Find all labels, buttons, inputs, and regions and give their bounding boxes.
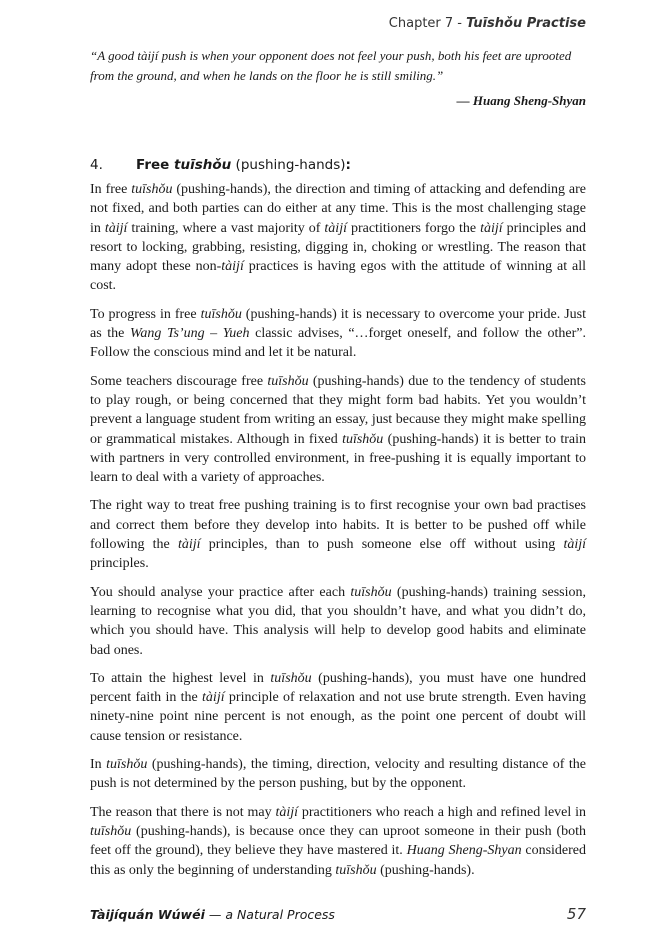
- paragraph-text: (pushing-hands), the direction and timing of attacking and defending are not fixed, and both parties can do either at any time. This is the most challenging stage in: [90, 182, 586, 236]
- paragraph-text: Some teachers discourage free: [90, 373, 268, 389]
- section-title-rest: (pushing-hands): [231, 157, 346, 173]
- italic-term: tàijí: [177, 537, 201, 553]
- paragraph-text: classic advises, “…forget oneself, and follow the other”. Follow the conscious mind and let it be natural.: [90, 326, 587, 361]
- paragraph-text: principle of relaxation and not use brute strength. Even having ninety-nine point nine percent is not enough, as the point one percent of doubt will cause tension or resistance.: [90, 690, 586, 744]
- chapter-label: Chapter 7 -: [388, 16, 467, 31]
- italic-term: tàijí: [563, 537, 587, 553]
- paragraph: [90, 496, 586, 573]
- epigraph-quote: “A good tàijí push is when your opponent does not feel your push, both his feet are uprooted from the ground, and when he lands on the floor he is still smiling.”: [90, 48, 572, 83]
- chapter-title: Tuīshǒu Practise: [466, 16, 586, 31]
- book-subtitle: — a Natural Process: [204, 906, 335, 922]
- paragraph-text: (pushing-hands) due to the tendency of students to play rough, or being concerned that they might form bad habits. Yet you wouldn’t prevent a language student from writing an essay, just because they might make spelling or grammatical mistakes. Although in fixed: [90, 373, 586, 447]
- paragraph-text: (pushing-hands), the timing, direction, velocity and resulting distance of the push is not determined by the person pushing, but by the opponent.: [90, 757, 586, 792]
- italic-term: tàijí: [221, 259, 244, 275]
- paragraph-text: In: [90, 757, 107, 773]
- section-colon: :: [345, 157, 351, 173]
- footer-book-title: [90, 906, 335, 924]
- paragraph-text: (pushing-hands) it is necessary to overcome your pride. Just as the: [90, 306, 586, 342]
- italic-term: tuīshǒu: [106, 757, 148, 773]
- italic-term: tuīshǒu: [342, 431, 384, 447]
- italic-term: tuīshǒu: [335, 862, 377, 878]
- paragraph-text: practitioners who reach a high and refined level in: [298, 804, 586, 820]
- italic-term: tàijí: [480, 220, 503, 236]
- paragraph-text: To progress in free: [90, 306, 201, 322]
- paragraph: [90, 372, 586, 488]
- italic-term: tuīshǒu: [350, 584, 392, 600]
- italic-term: tàijí: [324, 220, 347, 236]
- paragraph-text: considered this as only the beginning of understanding: [90, 843, 586, 878]
- paragraph-text: You should analyse your practice after each: [90, 584, 351, 600]
- paragraph: [90, 180, 586, 296]
- paragraph: [90, 755, 586, 794]
- paragraph-text: To attain the highest level in: [90, 670, 271, 686]
- paragraph-text: The reason that there is not may: [90, 804, 276, 820]
- page-footer: [90, 889, 586, 924]
- body-text: [90, 180, 586, 889]
- paragraph-text: The right way to treat free pushing training is to first recognise your own bad practises and correct them before they develop into habits. It is better to be pushed off while following the: [90, 498, 586, 553]
- paragraph-text: (pushing-hands) training session, learning to recognise what you did, that you shouldn’t have, and what you didn’t do, which you should have. This analysis will help to develop good habits and eliminate bad ones.: [90, 584, 586, 658]
- italic-term: tàijí: [202, 690, 225, 706]
- paragraph-text: training, where a vast majority of: [127, 220, 325, 236]
- italic-term: tàijí: [104, 220, 128, 236]
- italic-term: Wang Ts’ung – Yueh: [129, 326, 250, 342]
- paragraph-text: practitioners forgo the: [346, 220, 481, 236]
- italic-term: tàijí: [275, 804, 299, 820]
- paragraph-text: practices is having egos with the attitude of winning at all cost.: [90, 259, 586, 294]
- page-number: 57: [566, 904, 586, 923]
- book-title: Tàijíquán Wúwéi: [90, 906, 205, 922]
- quote-attribution: — Huang Sheng-Shyan: [456, 93, 586, 108]
- paragraph-text: (pushing-hands), is because once they can uproot someone in their push (both feet off the ground), they believe they have mastered it.: [90, 823, 586, 859]
- paragraph: [90, 305, 586, 363]
- running-header: [389, 16, 586, 32]
- section-heading: [90, 156, 586, 174]
- paragraph-text: In free: [90, 182, 132, 197]
- paragraph: [90, 803, 586, 880]
- paragraph: [90, 583, 586, 660]
- paragraph: [90, 669, 586, 746]
- paragraph-text: (pushing-hands), you must have one hundred percent faith in the: [90, 670, 586, 706]
- section-number: 4.: [90, 157, 103, 173]
- italic-term: tuīshǒu: [267, 373, 309, 389]
- paragraph-text: principles, than to push someone else off without using: [200, 537, 564, 553]
- paragraph-text: principles.: [90, 556, 149, 572]
- italic-term: tuīshǒu: [90, 823, 132, 839]
- paragraph-text: (pushing-hands).: [376, 862, 475, 878]
- section-title-term: tuīshǒu: [174, 157, 232, 173]
- paragraph-text: principles and resort to locking, grabbing, resisting, digging in, choking or wrestling. The reason that many adopt these non-: [90, 220, 587, 275]
- italic-term: Huang Sheng-Shyan: [406, 843, 522, 859]
- italic-term: tuīshǒu: [131, 182, 173, 197]
- paragraph-text: (pushing-hands) it is better to train with partners in very controlled environment, in free-pushing it is equally important to learn to deal with a variety of approaches.: [90, 431, 586, 486]
- italic-term: tuīshǒu: [200, 306, 242, 322]
- section-title: Free: [136, 157, 175, 173]
- italic-term: tuīshǒu: [270, 670, 312, 686]
